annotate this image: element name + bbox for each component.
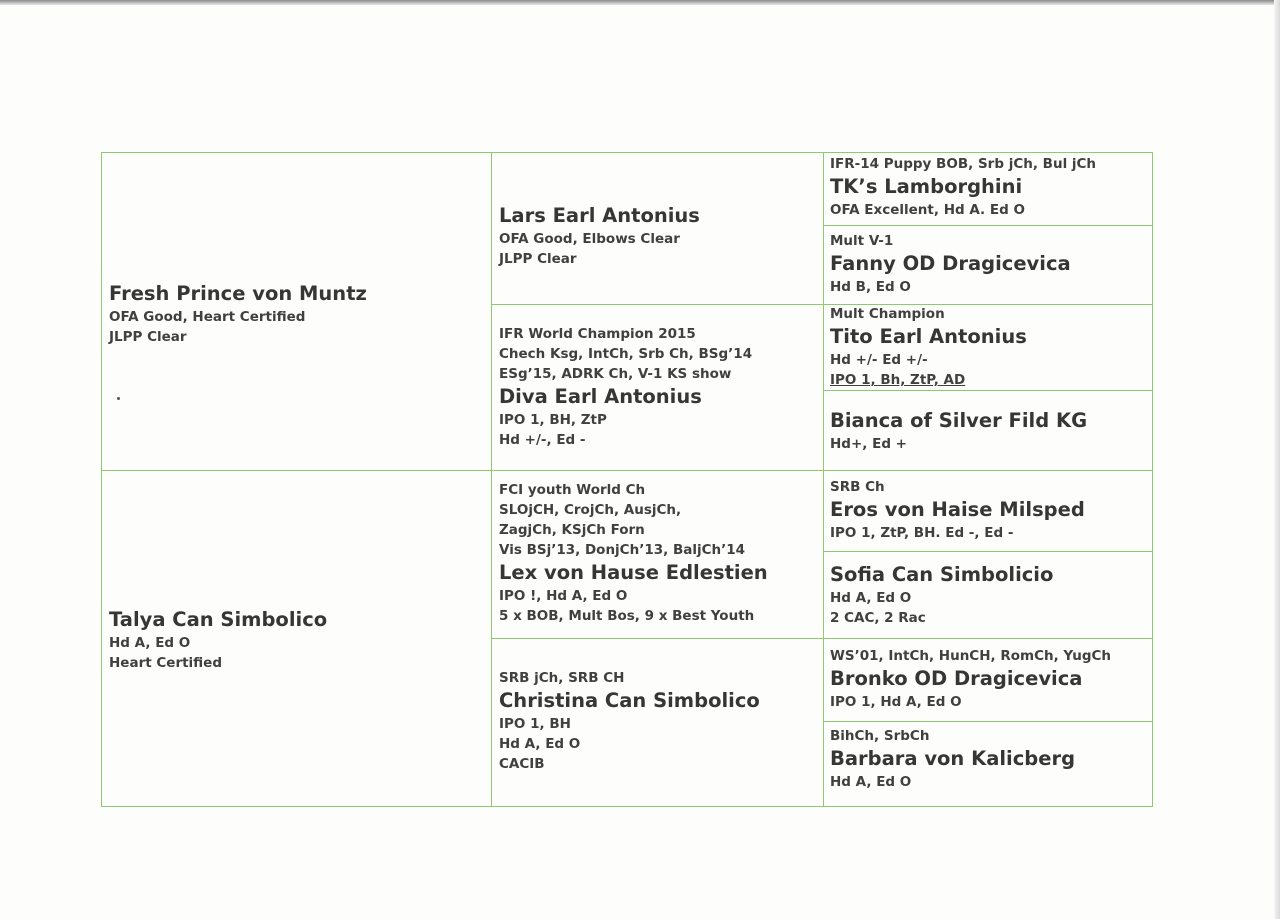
ggp-title: Mult V-1 bbox=[830, 233, 894, 249]
ggp-cell-8 bbox=[830, 726, 1075, 792]
ggp-detail: Hd A, Ed O bbox=[830, 774, 912, 790]
ggp-cell-3 bbox=[830, 304, 1027, 390]
grid-row-divider-gen2-a bbox=[491, 304, 1153, 305]
ggp-detail: IPO 1, ZtP, BH. Ed -, Ed - bbox=[830, 525, 1014, 541]
grid-row-divider-gen2-b bbox=[491, 638, 1153, 639]
ggp-name: Eros von Haise Milsped bbox=[830, 498, 1085, 521]
grid-border-left bbox=[101, 152, 102, 807]
ggp-cell-1 bbox=[830, 154, 1096, 220]
sire-sire-detail: OFA Good, Elbows Clear bbox=[499, 231, 680, 247]
sire-dam-title: ESg’15, ADRK Ch, V-1 KS show bbox=[499, 366, 732, 382]
ggp-detail: 2 CAC, 2 Rac bbox=[830, 610, 926, 626]
ggp-cell-7 bbox=[830, 646, 1111, 712]
ggp-title: Mult Champion bbox=[830, 306, 945, 322]
dam-dam-name: Christina Can Simbolico bbox=[499, 689, 760, 712]
dam-dam-detail: CACIB bbox=[499, 756, 545, 772]
dam-dam-detail: IPO 1, BH bbox=[499, 716, 571, 732]
grid-row-divider-gen3-a bbox=[823, 225, 1153, 226]
ggp-detail: Hd+, Ed + bbox=[830, 436, 907, 452]
ggp-name: TK’s Lamborghini bbox=[830, 175, 1023, 198]
sire-sire-cell bbox=[499, 203, 700, 269]
sire-dam-cell bbox=[499, 324, 752, 450]
sire-cell bbox=[109, 281, 367, 347]
dam-dam-cell bbox=[499, 668, 760, 774]
ggp-name: Barbara von Kalicberg bbox=[830, 747, 1076, 770]
ggp-detail: Hd B, Ed O bbox=[830, 279, 911, 295]
dam-sire-detail: 5 x BOB, Mult Bos, 9 x Best Youth bbox=[499, 608, 755, 624]
dam-sire-detail: IPO !, Hd A, Ed O bbox=[499, 588, 628, 604]
ggp-name: Bianca of Silver Fild KG bbox=[830, 409, 1088, 432]
ggp-title: WS’01, IntCh, HunCH, RomCh, YugCh bbox=[830, 648, 1112, 664]
grid-row-divider-gen3-c bbox=[823, 551, 1153, 552]
grid-col-divider-1 bbox=[491, 152, 492, 807]
grid-row-divider-gen1 bbox=[101, 470, 1153, 471]
ggp-name: Fanny OD Dragicevica bbox=[830, 252, 1071, 275]
dam-sire-name: Lex von Hause Edlestien bbox=[499, 561, 768, 584]
dam-dam-title: SRB jCh, SRB CH bbox=[499, 670, 625, 686]
dam-sire-title: ZagjCh, KSjCh Forn bbox=[499, 522, 645, 538]
sire-dam-detail: Hd +/-, Ed - bbox=[499, 432, 586, 448]
ggp-detail: IPO 1, Hd A, Ed O bbox=[830, 694, 962, 710]
ggp-name: Sofia Can Simbolicio bbox=[830, 563, 1054, 586]
ggp-name: Bronko OD Dragicevica bbox=[830, 667, 1083, 690]
ggp-cell-6 bbox=[830, 562, 1053, 628]
grid-border-top bbox=[101, 152, 1153, 153]
dam-dam-detail: Hd A, Ed O bbox=[499, 736, 581, 752]
sire-sire-name: Lars Earl Antonius bbox=[499, 204, 700, 227]
sire-name: Fresh Prince von Muntz bbox=[109, 282, 367, 305]
ggp-detail: IPO 1, Bh, ZtP, AD bbox=[830, 372, 966, 388]
dam-name: Talya Can Simbolico bbox=[109, 608, 328, 631]
grid-row-divider-gen3-d bbox=[823, 721, 1153, 722]
sire-dam-title: Chech Ksg, IntCh, Srb Ch, BSg’14 bbox=[499, 346, 753, 362]
dam-sire-title: Vis BSj’13, DonjCh’13, BaljCh’14 bbox=[499, 542, 746, 558]
dam-sire-title: FCI youth World Ch bbox=[499, 482, 646, 498]
ggp-detail: Hd +/- Ed +/- bbox=[830, 352, 928, 368]
sire-dam-detail: IPO 1, BH, ZtP bbox=[499, 412, 607, 428]
grid-border-right bbox=[1152, 152, 1153, 807]
ggp-detail: Hd A, Ed O bbox=[830, 590, 912, 606]
ggp-name: Tito Earl Antonius bbox=[830, 325, 1027, 348]
dam-sire-cell bbox=[499, 480, 768, 626]
ggp-title: SRB Ch bbox=[830, 479, 885, 495]
sire-detail: JLPP Clear bbox=[109, 329, 187, 345]
scan-right-edge bbox=[1274, 0, 1280, 919]
ggp-detail: OFA Excellent, Hd A. Ed O bbox=[830, 202, 1025, 218]
ggp-cell-4 bbox=[830, 408, 1087, 454]
dam-sire-title: SLOjCH, CrojCh, AusjCh, bbox=[499, 502, 682, 518]
ggp-cell-2 bbox=[830, 231, 1071, 297]
sire-dam-name: Diva Earl Antonius bbox=[499, 385, 702, 408]
dam-cell bbox=[109, 607, 327, 673]
stray-mark bbox=[117, 397, 120, 400]
ggp-title: BihCh, SrbCh bbox=[830, 728, 930, 744]
dam-detail: Heart Certified bbox=[109, 655, 223, 671]
ggp-title: IFR-14 Puppy BOB, Srb jCh, Bul jCh bbox=[830, 156, 1097, 172]
sire-detail: OFA Good, Heart Certified bbox=[109, 309, 306, 325]
sire-dam-title: IFR World Champion 2015 bbox=[499, 326, 696, 342]
grid-border-bottom bbox=[101, 806, 1153, 807]
grid-row-divider-gen3-b bbox=[823, 390, 1153, 391]
grid-col-divider-2 bbox=[823, 152, 824, 807]
scan-top-edge bbox=[0, 0, 1280, 5]
sire-sire-detail: JLPP Clear bbox=[499, 251, 577, 267]
dam-detail: Hd A, Ed O bbox=[109, 635, 191, 651]
ggp-cell-5 bbox=[830, 477, 1085, 543]
